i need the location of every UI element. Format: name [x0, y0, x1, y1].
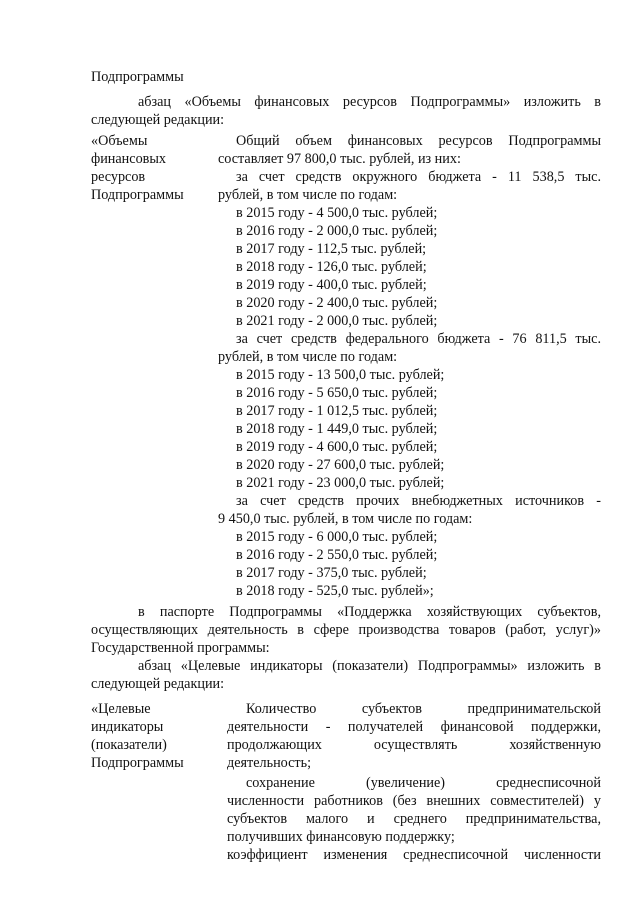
- year-line: в 2018 году - 1 449,0 тыс. рублей;: [236, 421, 438, 437]
- year-line: в 2018 году - 525,0 тыс. рублей»;: [236, 583, 434, 599]
- table-left-label: Подпрограммы: [91, 755, 184, 771]
- table-left-label: «Объемы: [91, 133, 148, 149]
- indicator-line: деятельности - получателей финансовой поддержки,: [227, 719, 601, 735]
- year-line: в 2018 году - 126,0 тыс. рублей;: [236, 259, 427, 275]
- year-line: в 2015 году - 4 500,0 тыс. рублей;: [236, 205, 438, 221]
- other-line: за счет средств прочих внебюджетных источников -: [236, 493, 601, 509]
- indicator-line: коэффициент изменения среднесписочной численности: [227, 847, 601, 863]
- table-left-label: финансовых: [91, 151, 166, 167]
- paragraph-line: абзац «Целевые индикаторы (показатели) Подпрограммы» изложить в: [138, 658, 601, 674]
- year-line: в 2020 году - 27 600,0 тыс. рублей;: [236, 457, 445, 473]
- paragraph-line: Государственной программы:: [91, 640, 270, 656]
- okrug-line: за счет средств окружного бюджета - 11 538,5 тыс.: [236, 169, 601, 185]
- indicator-line: деятельность;: [227, 755, 312, 771]
- table-left-label: «Целевые: [91, 701, 151, 717]
- year-line: в 2016 году - 5 650,0 тыс. рублей;: [236, 385, 438, 401]
- indicator-line: численности работников (без внешних совместителей) у: [227, 793, 601, 809]
- year-line: в 2021 году - 23 000,0 тыс. рублей;: [236, 475, 445, 491]
- year-line: в 2016 году - 2 000,0 тыс. рублей;: [236, 223, 438, 239]
- paragraph-line: следующей редакции:: [91, 676, 225, 692]
- table-left-label: (показатели): [91, 737, 167, 753]
- federal-line: за счет средств федерального бюджета - 76 811,5 тыс.: [236, 331, 601, 347]
- other-line: 9 450,0 тыс. рублей, в том числе по годам:: [218, 511, 473, 527]
- federal-line: рублей, в том числе по годам:: [218, 349, 398, 365]
- indicator-line: получивших финансовую поддержку;: [227, 829, 455, 845]
- year-line: в 2015 году - 6 000,0 тыс. рублей;: [236, 529, 438, 545]
- okrug-line: рублей, в том числе по годам:: [218, 187, 398, 203]
- year-line: в 2021 году - 2 000,0 тыс. рублей;: [236, 313, 438, 329]
- indicator-line: продолжающих осуществлять хозяйственную: [227, 737, 601, 753]
- year-line: в 2017 году - 1 012,5 тыс. рублей;: [236, 403, 438, 419]
- year-line: в 2019 году - 4 600,0 тыс. рублей;: [236, 439, 438, 455]
- paragraph-line: в паспорте Подпрограммы «Поддержка хозяйствующих субъектов,: [138, 604, 601, 620]
- paragraph-line: абзац «Объемы финансовых ресурсов Подпрограммы» изложить в: [138, 94, 601, 110]
- year-line: в 2017 году - 112,5 тыс. рублей;: [236, 241, 427, 257]
- table-left-label: индикаторы: [91, 719, 164, 735]
- year-line: в 2017 году - 375,0 тыс. рублей;: [236, 565, 427, 581]
- year-line: в 2015 году - 13 500,0 тыс. рублей;: [236, 367, 445, 383]
- section-heading: Подпрограммы: [91, 69, 184, 85]
- indicator-line: Количество субъектов предпринимательской: [246, 701, 601, 717]
- table-left-label: ресурсов: [91, 169, 146, 185]
- year-line: в 2016 году - 2 550,0 тыс. рублей;: [236, 547, 438, 563]
- year-line: в 2020 году - 2 400,0 тыс. рублей;: [236, 295, 438, 311]
- paragraph-line: следующей редакции:: [91, 112, 225, 128]
- indicator-line: субъектов малого и среднего предпринимательства,: [227, 811, 601, 827]
- year-line: в 2019 году - 400,0 тыс. рублей;: [236, 277, 427, 293]
- indicator-line: сохранение (увеличение) среднесписочной: [246, 775, 601, 791]
- total-line: Общий объем финансовых ресурсов Подпрограммы: [236, 133, 601, 149]
- table-left-label: Подпрограммы: [91, 187, 184, 203]
- paragraph-line: осуществляющих деятельность в сфере производства товаров (работ, услуг)»: [91, 622, 601, 638]
- total-line: составляет 97 800,0 тыс. рублей, из них:: [218, 151, 461, 167]
